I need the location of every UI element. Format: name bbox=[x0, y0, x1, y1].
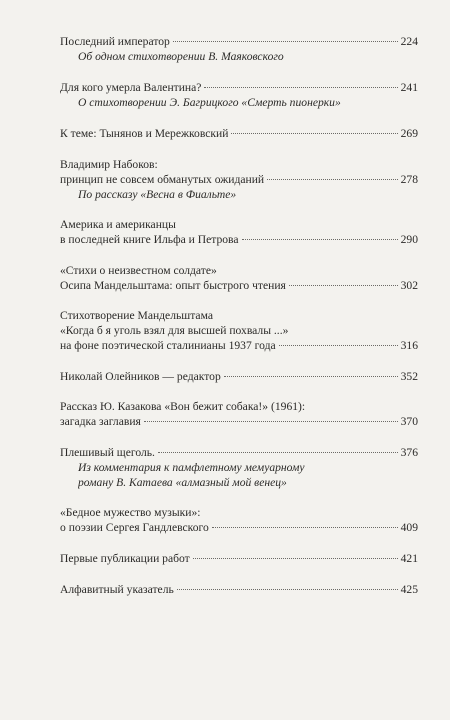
toc-entry-line bbox=[60, 233, 418, 247]
dot-leader bbox=[204, 87, 397, 88]
dot-leader bbox=[231, 133, 397, 134]
dot-leader bbox=[289, 285, 398, 286]
dot-leader bbox=[177, 589, 398, 590]
toc-entry-title: Плешивый щеголь. bbox=[60, 446, 155, 459]
toc-entry-title: в последней книге Ильфа и Петрова bbox=[60, 233, 239, 246]
toc-entry-line bbox=[78, 50, 418, 64]
toc-entry-title: «Когда б я уголь взял для высшей похвалы ...» bbox=[60, 324, 289, 337]
toc-entry-line bbox=[60, 279, 418, 293]
toc-entry-line bbox=[60, 415, 418, 429]
toc-page-number: 316 bbox=[400, 339, 418, 352]
toc-entry-line bbox=[78, 476, 418, 490]
toc-entry-line bbox=[60, 264, 418, 278]
toc-entry-line bbox=[78, 96, 418, 110]
toc-entry-line bbox=[60, 339, 418, 353]
toc-page-number: 302 bbox=[400, 279, 418, 292]
toc-entry-line bbox=[60, 218, 418, 232]
toc-page-number: 290 bbox=[400, 233, 418, 246]
toc-entry-subtitle: О стихотворении Э. Багрицкого «Смерть пионерки» bbox=[78, 96, 341, 109]
toc-entry-title: Рассказ Ю. Казакова «Вон бежит собака!» (1961): bbox=[60, 400, 306, 413]
dot-leader bbox=[173, 41, 398, 42]
toc-entry-title: на фоне поэтической сталинианы 1937 года bbox=[60, 339, 276, 352]
toc-page-number: 241 bbox=[400, 81, 418, 94]
toc-entry-line bbox=[60, 583, 418, 597]
toc-page-number: 409 bbox=[400, 521, 418, 534]
dot-leader bbox=[224, 376, 398, 377]
toc-entry-title: о поэзии Сергея Гандлевского bbox=[60, 521, 209, 534]
toc-entry-title: К теме: Тынянов и Мережковский bbox=[60, 127, 229, 140]
toc-entry-title: Первые публикации работ bbox=[60, 552, 190, 565]
toc-entry-title: Для кого умерла Валентина? bbox=[60, 81, 202, 94]
dot-leader bbox=[267, 179, 398, 180]
toc-page-number: 425 bbox=[400, 583, 418, 596]
toc-entry-line bbox=[78, 188, 418, 202]
toc-entry-line bbox=[60, 35, 418, 49]
toc-page-number: 352 bbox=[400, 370, 418, 383]
toc-entry-title: Алфавитный указатель bbox=[60, 583, 174, 596]
toc-entry-line bbox=[60, 521, 418, 535]
toc-entry-line bbox=[60, 506, 418, 520]
toc-entry-title: «Бедное мужество музыки»: bbox=[60, 506, 201, 519]
dot-leader bbox=[158, 452, 398, 453]
toc-entry-line bbox=[60, 127, 418, 141]
toc-entry-title: Николай Олейников — редактор bbox=[60, 370, 221, 383]
toc-entry-title: Америка и американцы bbox=[60, 218, 176, 231]
toc-entry-title: Владимир Набоков: bbox=[60, 158, 158, 171]
toc-page-number: 224 bbox=[400, 35, 418, 48]
toc-entry-line bbox=[60, 158, 418, 172]
toc-entry-title: принцип не совсем обманутых ожиданий bbox=[60, 173, 265, 186]
toc-entry-title: Стихотворение Мандельштама bbox=[60, 309, 213, 322]
toc-page-number: 370 bbox=[400, 415, 418, 428]
toc-page-number: 269 bbox=[400, 127, 418, 140]
toc-entry-line bbox=[60, 81, 418, 95]
toc-page-number: 421 bbox=[400, 552, 418, 565]
toc-entry-line bbox=[60, 446, 418, 460]
toc-entry-line bbox=[60, 552, 418, 566]
toc-entry-line bbox=[78, 461, 418, 475]
toc-entry-line bbox=[60, 400, 418, 414]
dot-leader bbox=[212, 527, 398, 528]
toc-entry-line bbox=[60, 309, 418, 323]
toc-entry-title: загадка заглавия bbox=[60, 415, 141, 428]
toc-entry-line bbox=[60, 370, 418, 384]
toc-entry-title: Последний император bbox=[60, 35, 170, 48]
toc-entry-line bbox=[60, 173, 418, 187]
toc-entry-subtitle: По рассказу «Весна в Фиальте» bbox=[78, 188, 237, 201]
toc-page-number: 376 bbox=[400, 446, 418, 459]
toc-entry-subtitle: роману В. Катаева «алмазный мой венец» bbox=[78, 476, 287, 489]
toc-entry-title: Осипа Мандельштама: опыт быстрого чтения bbox=[60, 279, 286, 292]
dot-leader bbox=[242, 239, 398, 240]
toc-entry-subtitle: Об одном стихотворении В. Маяковского bbox=[78, 50, 284, 63]
dot-leader bbox=[144, 421, 398, 422]
dot-leader bbox=[193, 558, 398, 559]
toc-entry-line bbox=[60, 324, 418, 338]
toc-entry-title: «Стихи о неизвестном солдате» bbox=[60, 264, 217, 277]
toc-page-number: 278 bbox=[400, 173, 418, 186]
dot-leader bbox=[279, 345, 398, 346]
toc-entry-subtitle: Из комментария к памфлетному мемуарному bbox=[78, 461, 305, 474]
